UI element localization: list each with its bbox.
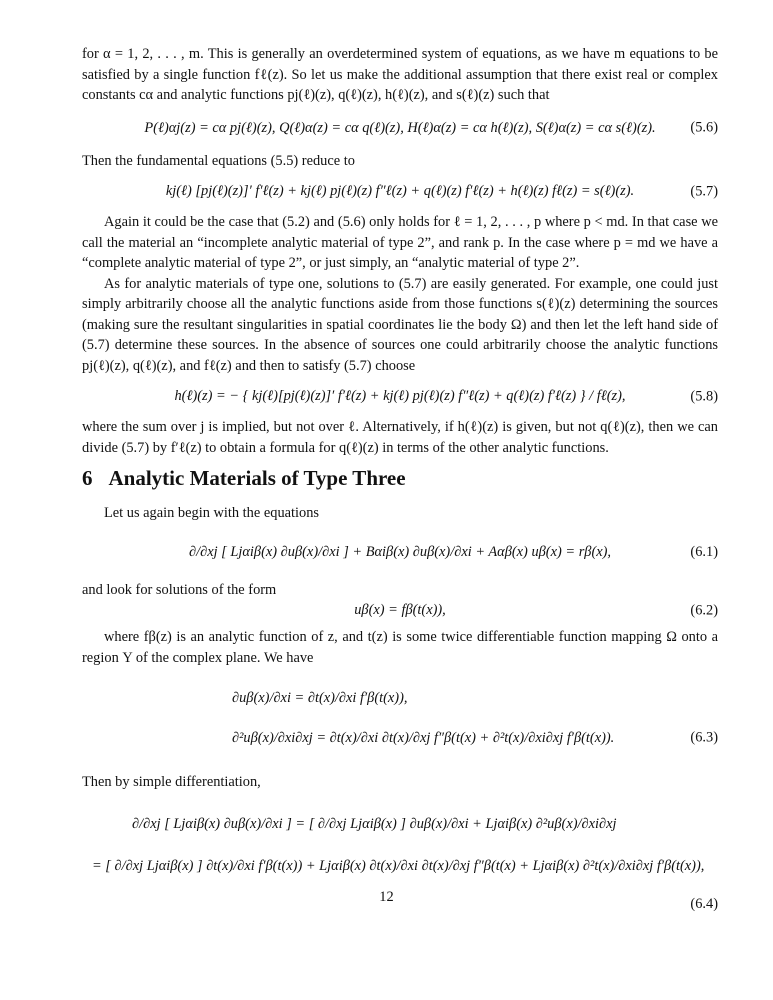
paragraph: Then by simple differentiation, bbox=[82, 774, 261, 790]
paragraph: Then the fundamental equations (5.5) reduce to bbox=[82, 152, 355, 169]
equation-6-3 bbox=[82, 674, 718, 766]
section-number: 6 bbox=[82, 466, 93, 490]
paragraph: Again it could be the case that (5.2) and (5.6) only holds for ℓ = 1, 2, . . . , p where p < md. In that case we call the material an “incomplete analytic material of type 2”, and rank p. In the case where p = md we have a “complete analytic material of type 2”, or just simply, an “analytic material of type 2”. bbox=[82, 214, 718, 271]
equation-rows bbox=[232, 678, 614, 758]
section-heading bbox=[82, 466, 718, 491]
paragraph: where the sum over j is implied, but not over ℓ. Alternatively, if h(ℓ)(z) is given, but not q(ℓ)(z), then we can divide (5.7) by f′ℓ(z) to obtain a formula for q(ℓ)(z) in terms of the other analytic functions. bbox=[82, 419, 718, 456]
equation-number: (6.3) bbox=[690, 729, 718, 746]
equation-row: ∂/∂xj [ Ljαiβ(x) ∂uβ(x)/∂xi ] = [ ∂/∂xj Ljαiβ(x) ] ∂uβ(x)/∂xi + Ljαiβ(x) ∂²uβ(x)/∂xi∂xj bbox=[132, 815, 617, 832]
page-number: 12 bbox=[379, 889, 394, 905]
equation-body: uβ(x) = fβ(t(x)), bbox=[354, 602, 446, 618]
paragraph: Let us again begin with the equations bbox=[104, 505, 320, 521]
equation-number: (5.7) bbox=[690, 183, 718, 199]
equation-row: ∂²uβ(x)/∂xi∂xj = ∂t(x)/∂xi ∂t(x)/∂xj f″β(t(x) + ∂²t(x)/∂xi∂xj f′β(t(x)). bbox=[232, 730, 615, 746]
equation-number: (5.8) bbox=[690, 388, 718, 404]
equation-number: (6.1) bbox=[690, 543, 718, 560]
equation-body: P(ℓ)αj(z) = cα pj(ℓ)(z), Q(ℓ)α(z) = cα q(ℓ)(z), H(ℓ)α(z) = cα h(ℓ)(z), S(ℓ)α(z) = cα s(ℓ)(z). bbox=[144, 119, 656, 136]
equation-5-7 bbox=[82, 183, 718, 200]
equation-number: (6.2) bbox=[690, 602, 718, 618]
equation-body: h(ℓ)(z) = − { kj(ℓ)[pj(ℓ)(z)]′ f′ℓ(z) + kj(ℓ) pj(ℓ)(z) f″ℓ(z) + q(ℓ)(z) f′ℓ(z) } / fℓ(z), bbox=[174, 388, 626, 404]
equation-6-1 bbox=[82, 530, 718, 574]
equation-6-2 bbox=[82, 602, 718, 619]
equation-body: kj(ℓ) [pj(ℓ)(z)]′ f′ℓ(z) + kj(ℓ) pj(ℓ)(z) f″ℓ(z) + q(ℓ)(z) f′ℓ(z) + h(ℓ)(z) fℓ(z) = s(ℓ)(z). bbox=[165, 183, 635, 199]
equation-rows bbox=[92, 803, 705, 887]
paragraph: and look for solutions of the form bbox=[82, 581, 277, 598]
paragraph: where fβ(z) is an analytic function of z, and t(z) is some twice differentiable function mapping Ω onto a region Υ of the complex plane. We have bbox=[82, 629, 718, 666]
paragraph: for α = 1, 2, . . . , m. This is generally an overdetermined system of equations, as we have m equations to be satisfied by a single function fℓ(z). So let us make the additional assumption that there exist real or complex constants cα and analytic functions pj(ℓ)(z), q(ℓ)(z), h(ℓ)(z), and s(ℓ)(z) such that bbox=[82, 46, 718, 103]
equation-number: (5.6) bbox=[690, 119, 718, 136]
section-title: Analytic Materials of Type Three bbox=[108, 466, 406, 490]
paragraph: As for analytic materials of type one, solutions to (5.7) are easily generated. For example, one could just simply arbitrarily choose all the analytic functions aside from those functions s(ℓ)(z) determining the sources (making sure the resultant singularities in spatial coordinates lie the body Ω) and then let the left hand side of (5.7) determine these sources. In the absence of sources one could arbitrarily choose the analytic functions pj(ℓ)(z), q(ℓ)(z), and fℓ(z) and then to satisfy (5.7) choose bbox=[82, 275, 718, 374]
equation-number: (6.4) bbox=[690, 895, 718, 912]
equation-row: = [ ∂/∂xj Ljαiβ(x) ] ∂t(x)/∂xi f′β(t(x)) + Ljαiβ(x) ∂t(x)/∂xi ∂t(x)/∂xj f″β(t(x) + Ljαiβ(x) ∂²t(x)/∂xi∂xj f′β(t(x)), bbox=[92, 857, 705, 874]
page-body bbox=[82, 44, 718, 912]
equation-row: ∂uβ(x)/∂xi = ∂t(x)/∂xi f′β(t(x)), bbox=[232, 690, 408, 706]
equation-body: ∂/∂xj [ Ljαiβ(x) ∂uβ(x)/∂xi ] + Bαiβ(x) ∂uβ(x)/∂xi + Aαβ(x) uβ(x) = rβ(x), bbox=[188, 543, 612, 560]
equation-5-8 bbox=[82, 388, 718, 405]
equation-5-6 bbox=[82, 120, 718, 137]
